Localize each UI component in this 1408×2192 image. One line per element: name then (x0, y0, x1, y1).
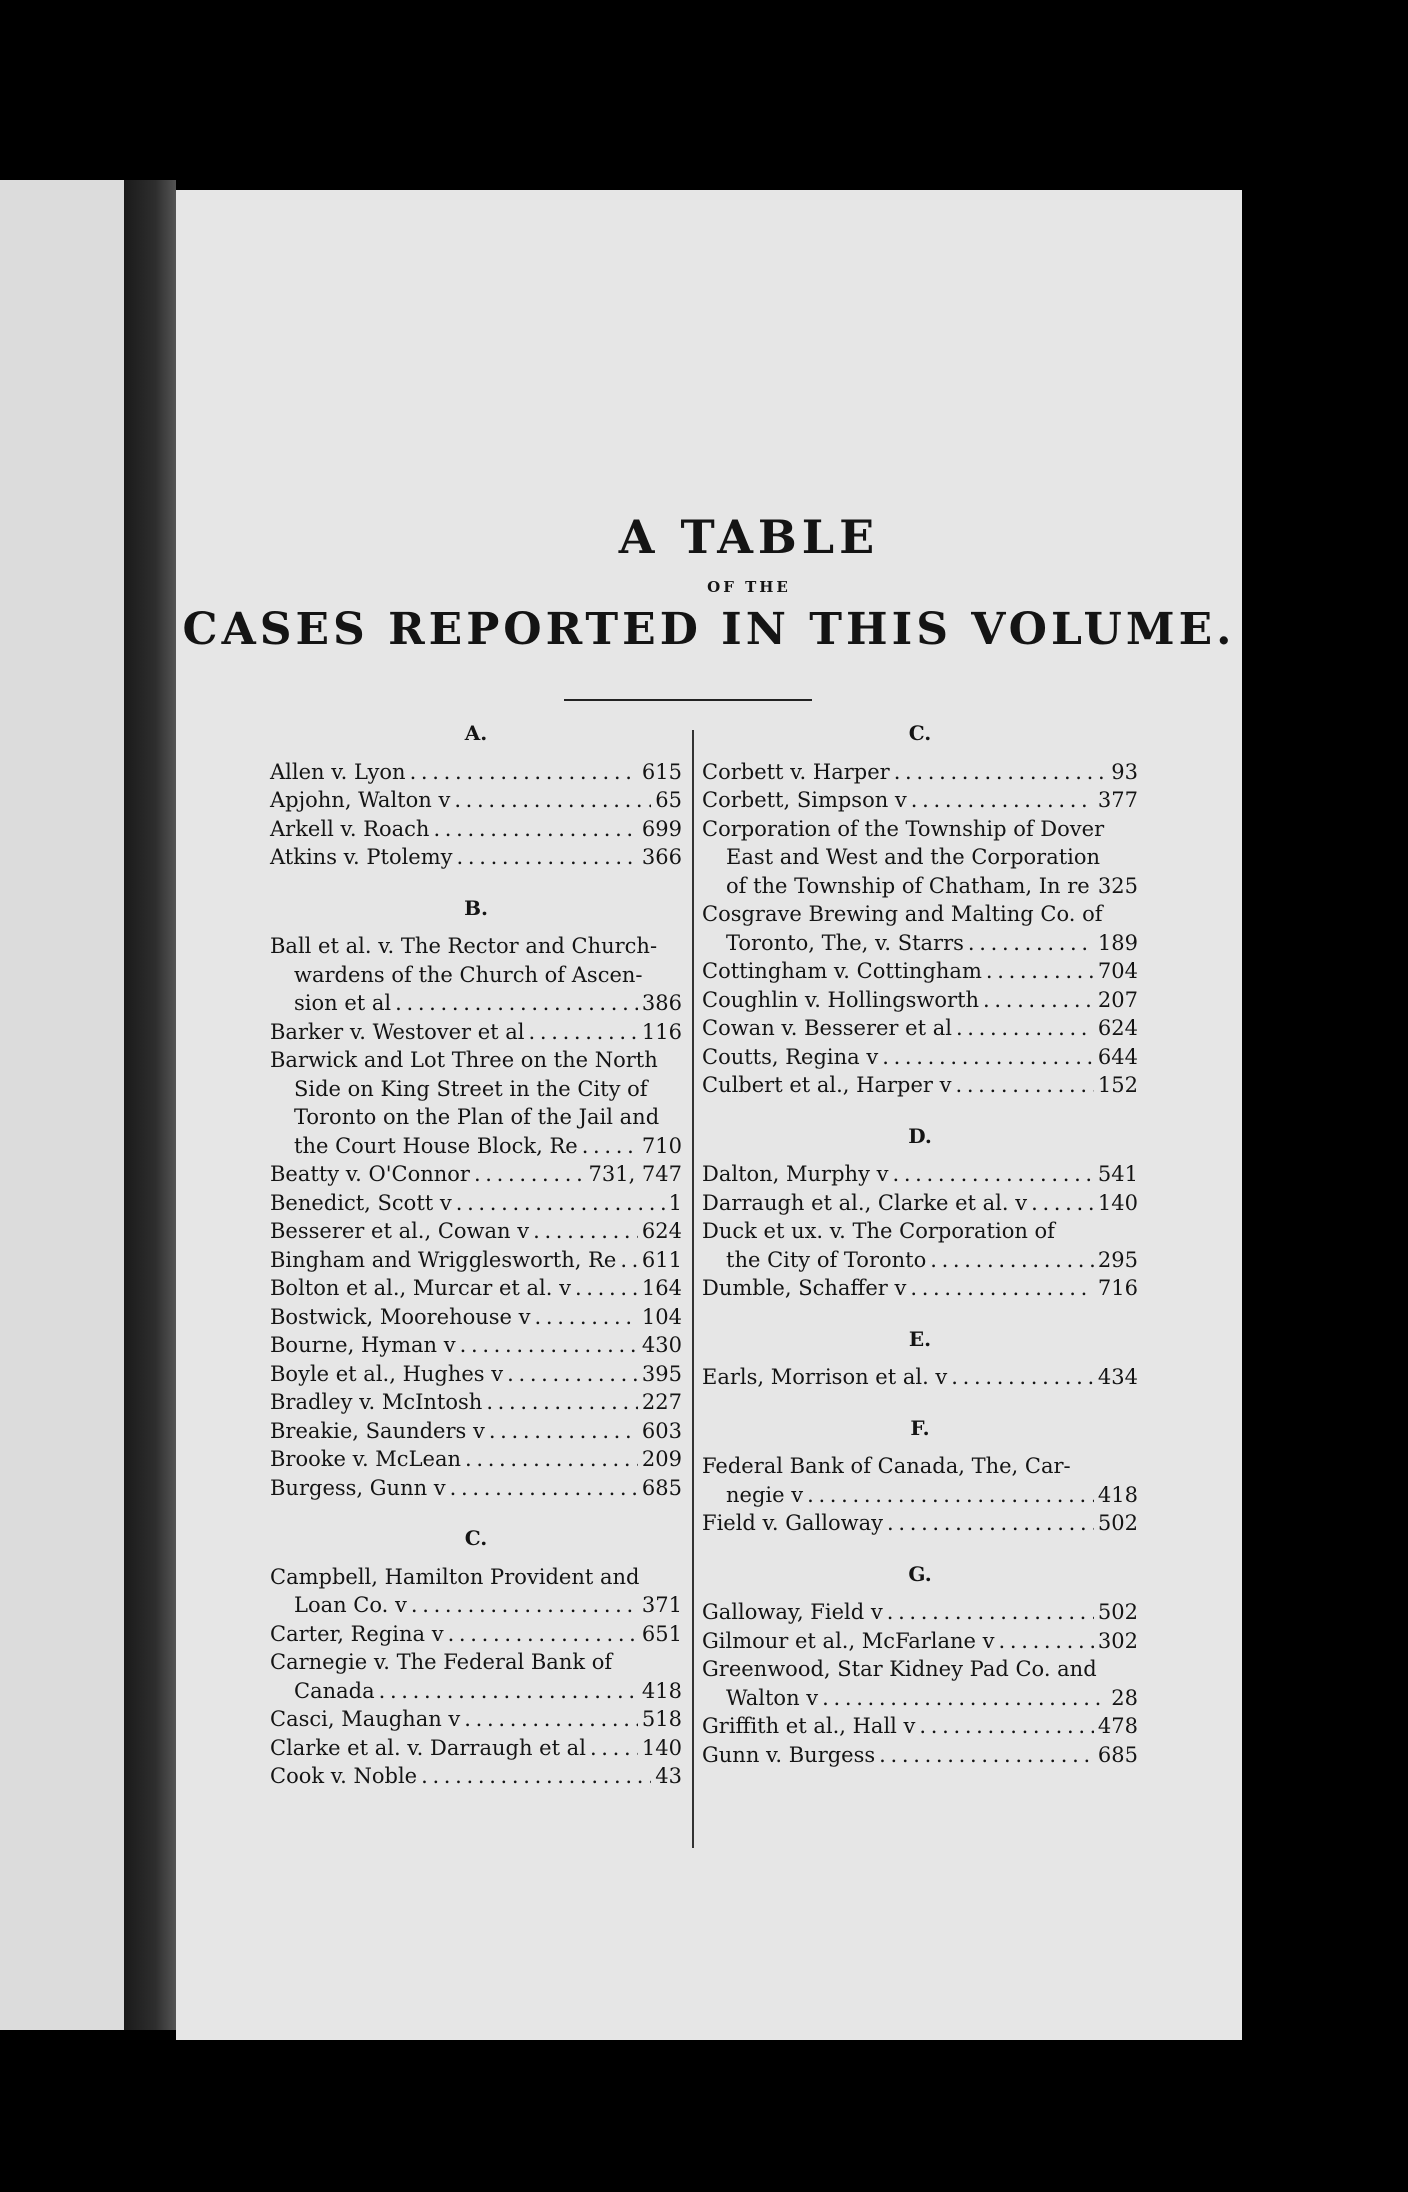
section-letter: B. (464, 895, 488, 920)
case-entry (270, 1734, 682, 1763)
page-number: 395 (641, 1361, 682, 1386)
page-number: 43 (655, 1764, 682, 1788)
dot-leader (999, 1627, 1094, 1656)
index-page (176, 190, 1242, 2040)
page-number: 366 (641, 845, 682, 869)
case-name-line: Earls, Morrison et al. v (702, 1365, 948, 1389)
dot-leader (457, 843, 638, 872)
section-letter: D. (908, 1123, 932, 1148)
case-name-line: Griffith et al., Hall v (702, 1714, 916, 1738)
case-name-line: Side on King Street in the City of (294, 1076, 648, 1101)
dot-leader (956, 1014, 1094, 1043)
case-name-line: Canada (294, 1678, 375, 1703)
case-name-line: Benedict, Scott v (270, 1190, 452, 1215)
case-entry (702, 1014, 1138, 1043)
page-number: 140 (1097, 1190, 1138, 1215)
dot-leader (986, 957, 1094, 986)
case-entry (270, 1360, 682, 1389)
case-name-line: Dumble, Schaffer v (702, 1276, 907, 1300)
book-spine (124, 180, 176, 2030)
case-entry (270, 1018, 682, 1047)
section-gap (270, 872, 682, 890)
case-entry (702, 786, 1138, 815)
case-name-line: Apjohn, Walton v (270, 788, 451, 812)
case-entry (270, 1274, 682, 1303)
case-entry (702, 1655, 1138, 1712)
case-entry (702, 986, 1138, 1015)
case-entry (270, 932, 682, 1018)
page-number: 478 (1097, 1714, 1138, 1738)
case-name-line: Campbell, Hamilton Provident and (270, 1564, 640, 1589)
case-name-line: Allen v. Lyon (270, 759, 406, 784)
case-name-line: the Court House Block, Re (294, 1133, 578, 1158)
case-name-line: Arkell v. Roach (270, 816, 430, 841)
case-entry (702, 1741, 1138, 1770)
page-number: 710 (641, 1133, 682, 1158)
case-name-line: Bolton et al., Murcar et al. v (270, 1276, 571, 1300)
page-number: 28 (1111, 1685, 1138, 1710)
case-name-line: Field v. Galloway (702, 1511, 884, 1535)
right-column (702, 715, 1138, 1769)
case-entry (270, 1762, 682, 1791)
case-entry (702, 758, 1138, 787)
page-number: 65 (655, 788, 682, 812)
case-name-line: negie v (726, 1482, 804, 1507)
dot-leader (620, 1246, 638, 1275)
case-name-line: Corporation of the Township of Dover (702, 816, 1105, 841)
case-entry (702, 1189, 1138, 1218)
facing-page-edge (0, 180, 124, 2030)
page-number: 209 (641, 1447, 682, 1471)
section-gap (702, 1538, 1138, 1556)
case-entry (702, 1712, 1138, 1741)
page-number: 434 (1097, 1365, 1138, 1389)
page-number: 164 (641, 1276, 682, 1300)
case-name-line: Barwick and Lot Three on the North (270, 1048, 658, 1072)
case-name-line: Loan Co. v (294, 1593, 407, 1617)
left-column (270, 715, 682, 1791)
case-name-line: the City of Toronto (726, 1247, 927, 1272)
dot-leader (410, 758, 638, 787)
case-entry (270, 1046, 682, 1160)
dot-leader (582, 1132, 638, 1161)
section-letter: G. (908, 1561, 932, 1586)
header-rule (564, 699, 812, 701)
section-letter: E. (908, 1326, 932, 1351)
page-number: 295 (1097, 1247, 1138, 1272)
page-number: 325 (1097, 873, 1138, 898)
page-number: 699 (641, 816, 682, 841)
case-name-line: Toronto, The, v. Starrs (726, 930, 964, 955)
case-entry (702, 1509, 1138, 1538)
case-name-line: Burgess, Gunn v (270, 1475, 446, 1500)
page-number: 624 (641, 1219, 682, 1243)
case-name-line: Cowan v. Besserer et al (702, 1016, 952, 1040)
case-entry (702, 1452, 1138, 1509)
case-entry (702, 957, 1138, 986)
page-number: 418 (1097, 1482, 1138, 1507)
case-entry (702, 815, 1138, 901)
page-number: 716 (1097, 1276, 1138, 1300)
case-name-line: Bostwick, Moorehouse v (270, 1304, 531, 1329)
title-line-1: A TABLE (618, 510, 880, 564)
dot-leader (983, 986, 1094, 1015)
case-name-line: Barker v. Westover et al (270, 1019, 525, 1044)
case-entry (270, 1563, 682, 1620)
page-number: 1 (668, 1190, 682, 1215)
case-entry (270, 758, 682, 787)
dot-leader (421, 1762, 651, 1791)
page-number: 430 (641, 1333, 682, 1357)
dot-leader (489, 1417, 638, 1446)
case-name-line: Besserer et al., Cowan v (270, 1219, 530, 1243)
section-gap (702, 1303, 1138, 1321)
case-name-line: Carter, Regina v (270, 1621, 444, 1646)
dot-leader (464, 1705, 638, 1734)
title-line-3: CASES REPORTED IN THIS VOLUME. (182, 604, 1236, 655)
case-entry (270, 1445, 682, 1474)
dot-leader (887, 1598, 1094, 1627)
case-entry (270, 1705, 682, 1734)
page-number: 140 (641, 1735, 682, 1760)
dot-leader (879, 1741, 1094, 1770)
dot-leader (822, 1684, 1107, 1713)
page-number: 93 (1111, 759, 1138, 784)
dot-leader (533, 1217, 638, 1246)
case-name-line: Carnegie v. The Federal Bank of (270, 1650, 613, 1674)
case-name-line: Bradley v. McIntosh (270, 1390, 483, 1414)
page-number: 541 (1097, 1162, 1138, 1186)
case-entry (702, 1217, 1138, 1274)
case-name-line: Culbert et al., Harper v (702, 1073, 952, 1097)
dot-leader (379, 1677, 638, 1706)
page-number: 518 (641, 1707, 682, 1731)
page-number: 502 (1097, 1600, 1138, 1624)
dot-leader (807, 1481, 1094, 1510)
case-name-line: Cottingham v. Cottingham (702, 959, 982, 983)
section-gap (702, 1392, 1138, 1410)
dot-leader (892, 1160, 1093, 1189)
case-name-line: Brooke v. McLean (270, 1447, 461, 1471)
page-number: 377 (1097, 788, 1138, 812)
page-number: 502 (1097, 1511, 1138, 1535)
dot-leader (486, 1388, 638, 1417)
case-entry (702, 1043, 1138, 1072)
case-name-line: Beatty v. O'Connor (270, 1162, 470, 1186)
page-header (176, 510, 1242, 655)
case-entry (702, 1627, 1138, 1656)
dot-leader (887, 1509, 1094, 1538)
page-number: 685 (641, 1475, 682, 1500)
case-entry (702, 900, 1138, 957)
case-entry (270, 815, 682, 844)
case-entry (270, 1331, 682, 1360)
dot-leader (930, 1246, 1094, 1275)
section-letter: F. (910, 1415, 930, 1440)
column-divider (692, 730, 694, 1848)
dot-leader (460, 1331, 638, 1360)
case-entry (270, 786, 682, 815)
dot-leader (919, 1712, 1093, 1741)
case-name-line: of the Township of Chatham, In re (726, 873, 1090, 898)
dot-leader (433, 815, 637, 844)
page-number: 644 (1097, 1044, 1138, 1069)
dot-leader (911, 786, 1094, 815)
case-entry (702, 1274, 1138, 1303)
dot-leader (1031, 1189, 1094, 1218)
case-entry (270, 1303, 682, 1332)
section-gap (702, 1100, 1138, 1118)
page-number: 302 (1097, 1628, 1138, 1653)
case-name-line: Coughlin v. Hollingsworth (702, 987, 980, 1012)
case-entry (270, 1388, 682, 1417)
case-name-line: East and West and the Corporation (726, 845, 1101, 869)
case-name-line: Toronto on the Plan of the Jail and (294, 1105, 660, 1129)
case-name-line: Gilmour et al., McFarlane v (702, 1628, 995, 1653)
case-name-line: Boyle et al., Hughes v (270, 1361, 504, 1386)
case-name-line: Greenwood, Star Kidney Pad Co. and (702, 1657, 1097, 1681)
case-entry (270, 1417, 682, 1446)
dot-leader (450, 1474, 638, 1503)
page-number: 685 (1097, 1742, 1138, 1767)
page-number: 386 (641, 991, 682, 1015)
dot-leader (474, 1160, 585, 1189)
page-number: 207 (1097, 987, 1138, 1012)
case-name-line: Atkins v. Ptolemy (270, 845, 453, 869)
case-name-line: wardens of the Church of Ascen- (294, 962, 643, 987)
dot-leader (454, 786, 651, 815)
page-number: 603 (641, 1418, 682, 1443)
case-name-line: Dalton, Murphy v (702, 1162, 889, 1186)
page-number: 611 (641, 1247, 682, 1272)
title-line-2: OF THE (707, 578, 791, 596)
page-number: 651 (641, 1621, 682, 1646)
dot-leader (395, 989, 638, 1018)
page-number: 116 (641, 1019, 682, 1044)
dot-leader (968, 929, 1094, 958)
dot-leader (411, 1591, 638, 1620)
section-letter: C. (908, 721, 932, 745)
dot-leader (894, 758, 1108, 787)
case-name-line: sion et al (294, 991, 392, 1015)
case-name-line: Breakie, Saunders v (270, 1418, 485, 1443)
case-name-line: Galloway, Field v (702, 1600, 883, 1624)
section-gap (270, 1502, 682, 1520)
case-entry (702, 1363, 1138, 1392)
page-number: 615 (641, 759, 682, 784)
case-entry (270, 1620, 682, 1649)
dot-leader (465, 1445, 638, 1474)
page-number: 624 (1097, 1016, 1138, 1040)
section-letter: A. (464, 721, 488, 745)
dot-leader (507, 1360, 638, 1389)
case-entry (702, 1160, 1138, 1189)
case-entry (270, 1246, 682, 1275)
case-name-line: Gunn v. Burgess (702, 1742, 876, 1767)
case-name-line: Cosgrave Brewing and Malting Co. of (702, 902, 1103, 926)
dot-leader (456, 1189, 665, 1218)
case-name-line: Bingham and Wrigglesworth, Re (270, 1247, 617, 1272)
page-number: 227 (641, 1390, 682, 1414)
case-name-line: Casci, Maughan v (270, 1707, 461, 1731)
case-name-line: Duck et ux. v. The Corporation of (702, 1219, 1055, 1243)
case-entry (270, 1217, 682, 1246)
page-number: 189 (1097, 930, 1138, 955)
case-name-line: Corbett v. Harper (702, 759, 890, 784)
case-name-line: Corbett, Simpson v (702, 788, 907, 812)
page-number: 704 (1097, 959, 1138, 983)
dot-leader (882, 1043, 1094, 1072)
case-entry (270, 1474, 682, 1503)
case-entry (270, 1189, 682, 1218)
case-entry (270, 1160, 682, 1189)
case-name-line: Clarke et al. v. Darraugh et al (270, 1735, 586, 1760)
case-entry (270, 843, 682, 872)
case-name-line: Federal Bank of Canada, The, Car- (702, 1454, 1071, 1478)
page-number: 731, 747 (588, 1162, 682, 1186)
dot-leader (955, 1071, 1093, 1100)
page-number: 152 (1097, 1073, 1138, 1097)
case-name-line: Coutts, Regina v (702, 1044, 879, 1069)
case-name-line: Cook v. Noble (270, 1764, 418, 1788)
dot-leader (590, 1734, 638, 1763)
page-number: 371 (641, 1593, 682, 1617)
dot-leader (951, 1363, 1094, 1392)
page-number: 418 (641, 1678, 682, 1703)
dot-leader (910, 1274, 1094, 1303)
case-name-line: Bourne, Hyman v (270, 1333, 456, 1357)
case-name-line: Ball et al. v. The Rector and Church- (270, 934, 658, 958)
section-letter: C. (464, 1526, 488, 1550)
dot-leader (575, 1274, 638, 1303)
case-entry (702, 1071, 1138, 1100)
case-entry (702, 1598, 1138, 1627)
case-entry (270, 1648, 682, 1705)
case-name-line: Darraugh et al., Clarke et al. v (702, 1190, 1028, 1215)
dot-leader (529, 1018, 638, 1047)
dot-leader (535, 1303, 638, 1332)
page-number: 104 (641, 1304, 682, 1329)
dot-leader (448, 1620, 638, 1649)
case-name-line: Walton v (726, 1685, 819, 1710)
